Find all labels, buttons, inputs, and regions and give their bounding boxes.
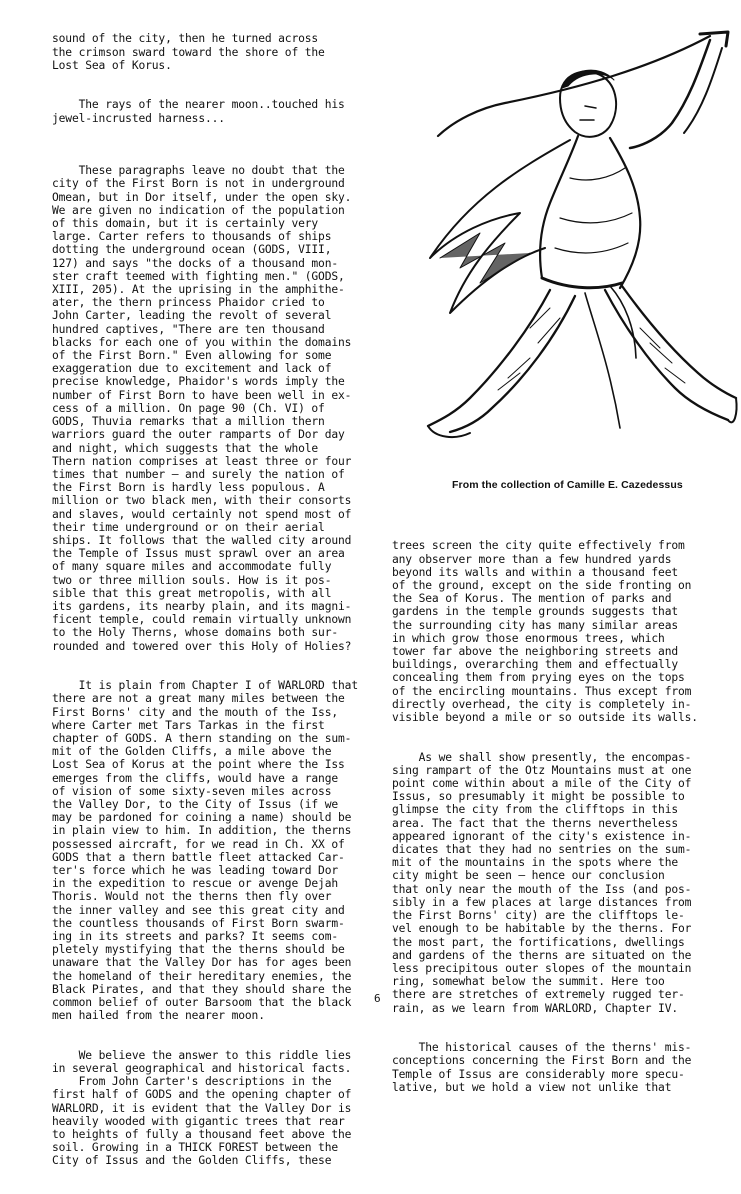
left-text-column bbox=[52, 6, 382, 1194]
figure-caption: From the collection of Camille E. Cazedessus bbox=[452, 479, 683, 491]
paragraph: These paragraphs leave no doubt that the city of the First Born is not in underground Omean, but in Dor itself, under the open sky. We are given no indication of the population of this domain, but it is certainly very large. Carter refers to thousands of ships dotting the underground ocean (GODS, VIII, 127) and says "the docks of a thousand mon- ster craft teemed with fighting men." (GODS, XIII, 205). At the uprising in the amphithe- ater, the thern princess Phaidor cried to John Carter, leading the revolt of several hundred captives, "There are ten thousand blacks for each one of you within the domains of the First Born." Even allowing for some exaggeration due to excitement and lack of precise knowledge, Phaidor's words imply the number of First Born to have been well in ex- cess of a million. On page 90 (Ch. VI) of GODS, Thuvia remarks that a million thern warriors guard the outer ramparts of Dor day and night, which suggests that the whole Thern nation comprises at least three or four times that number — and surely the nation of the First Born is hardly less populous. A million or two black men, with their consorts and slaves, would certainly not spend most of their time underground or on their aerial ships. It follows that the walled city around the Temple of Issus must sprawl over an area of many square miles and accommodate fully two or three million souls. How is it pos- sible that this great metropolis, with all its gardens, its nearby plain, and its magni- ficent temple, could remain virtually unknown to the Holy Therns, whose domains both sur- rounded and towered over this Holy of Holies? bbox=[52, 164, 352, 653]
warrior-illustration bbox=[410, 28, 740, 458]
right-text-column bbox=[392, 513, 736, 1120]
page-number: 6 bbox=[374, 992, 381, 1005]
paragraph: It is plain from Chapter I of WARLORD that there are not a great many miles between the First Borns' city and the mouth of the Iss, where Carter met Tars Tarkas in the first chapter of GODS. A thern standing on the sum- mit of the Golden Cliffs, a mile above the Lost Sea of Korus at the point where the Iss emerges from the cliffs, would have a range of vision of some sixty-seven miles across the Valley Dor, to the City of Issus (if we may be pardoned for coining a name) should be in plain view to him. In addition, the therns possessed aircraft, for we read in Ch. XX of GODS that a thern battle fleet attacked Car- ter's force which he was leading toward Dor in the expedition to rescue or avenge Dejah Thoris. Would not the therns then fly over the inner valley and see this great city and the countless thousands of First Born swarm- ing in its streets and parks? It seems com- pletely mystifying that the therns should be unaware that the Valley Dor has for ages been the homeland of their hereditary enemies, the Black Pirates, and that they should share the common belief of outer Barsoom that the black men hailed from the nearer moon. bbox=[52, 679, 358, 1023]
paragraph: We believe the answer to this riddle lies in several geographical and historical facts. From John Carter's descriptions in the first half of GODS and the opening chapter of WARLORD, it is evident that the Valley Dor is heavily wooded with gigantic trees that rear to heights of fully a thousand feet above the soil. Growing in a THICK FOREST between the City of Issus and the Golden Cliffs, these bbox=[52, 1048, 352, 1168]
paragraph: As we shall show presently, the encompas- sing rampart of the Otz Mountains must at one point come within about a mile of the City of Issus, so presumably it might be possible to glimpse the city from the clifftops in this area. The fact that the therns nevertheless appeared ignorant of the city's existence in- dicates that they had no sentries on the sum- mit of the mountains in the spots where the city might be seen — hence our conclusion that only near the mouth of the Iss (and pos- sibly in a few places at large distances from the First Borns' city) are the clifftops le- vel enough to be habitable by the therns. For the most part, the fortifications, dwellings and gardens of the therns are situated on the less precipitous outer slopes of the mountain ring, somewhat below the summit. Here too there are stretches of extremely rugged ter- rain, as we learn from WARLORD, Chapter IV. bbox=[392, 750, 692, 1015]
paragraph: trees screen the city quite effectively from any observer more than a few hundred yards beyond its walls and within a thousand feet of the ground, except on the side fronting on the Sea of Korus. The mention of parks and gardens in the temple grounds suggests that the surrounding city has many similar areas in which grow those enormous trees, which tower far above the neighboring streets and buildings, overarching them and effectually concealing them from prying eyes on the tops of the encircling mountains. Thus except from directly overhead, the city is completely in- visible beyond a mile or so outside its walls. bbox=[392, 539, 698, 725]
paragraph: The historical causes of the therns' mis- conceptions concerning the First Born and the Temple of Issus are considerably more specu- lative, but we hold a view not unlike that bbox=[392, 1041, 692, 1094]
paragraph: The rays of the nearer moon..touched his jewel-incrusted harness... bbox=[52, 98, 345, 125]
paragraph: sound of the city, then he turned across the crimson sward toward the shore of the Lost Sea of Korus. bbox=[52, 32, 325, 72]
